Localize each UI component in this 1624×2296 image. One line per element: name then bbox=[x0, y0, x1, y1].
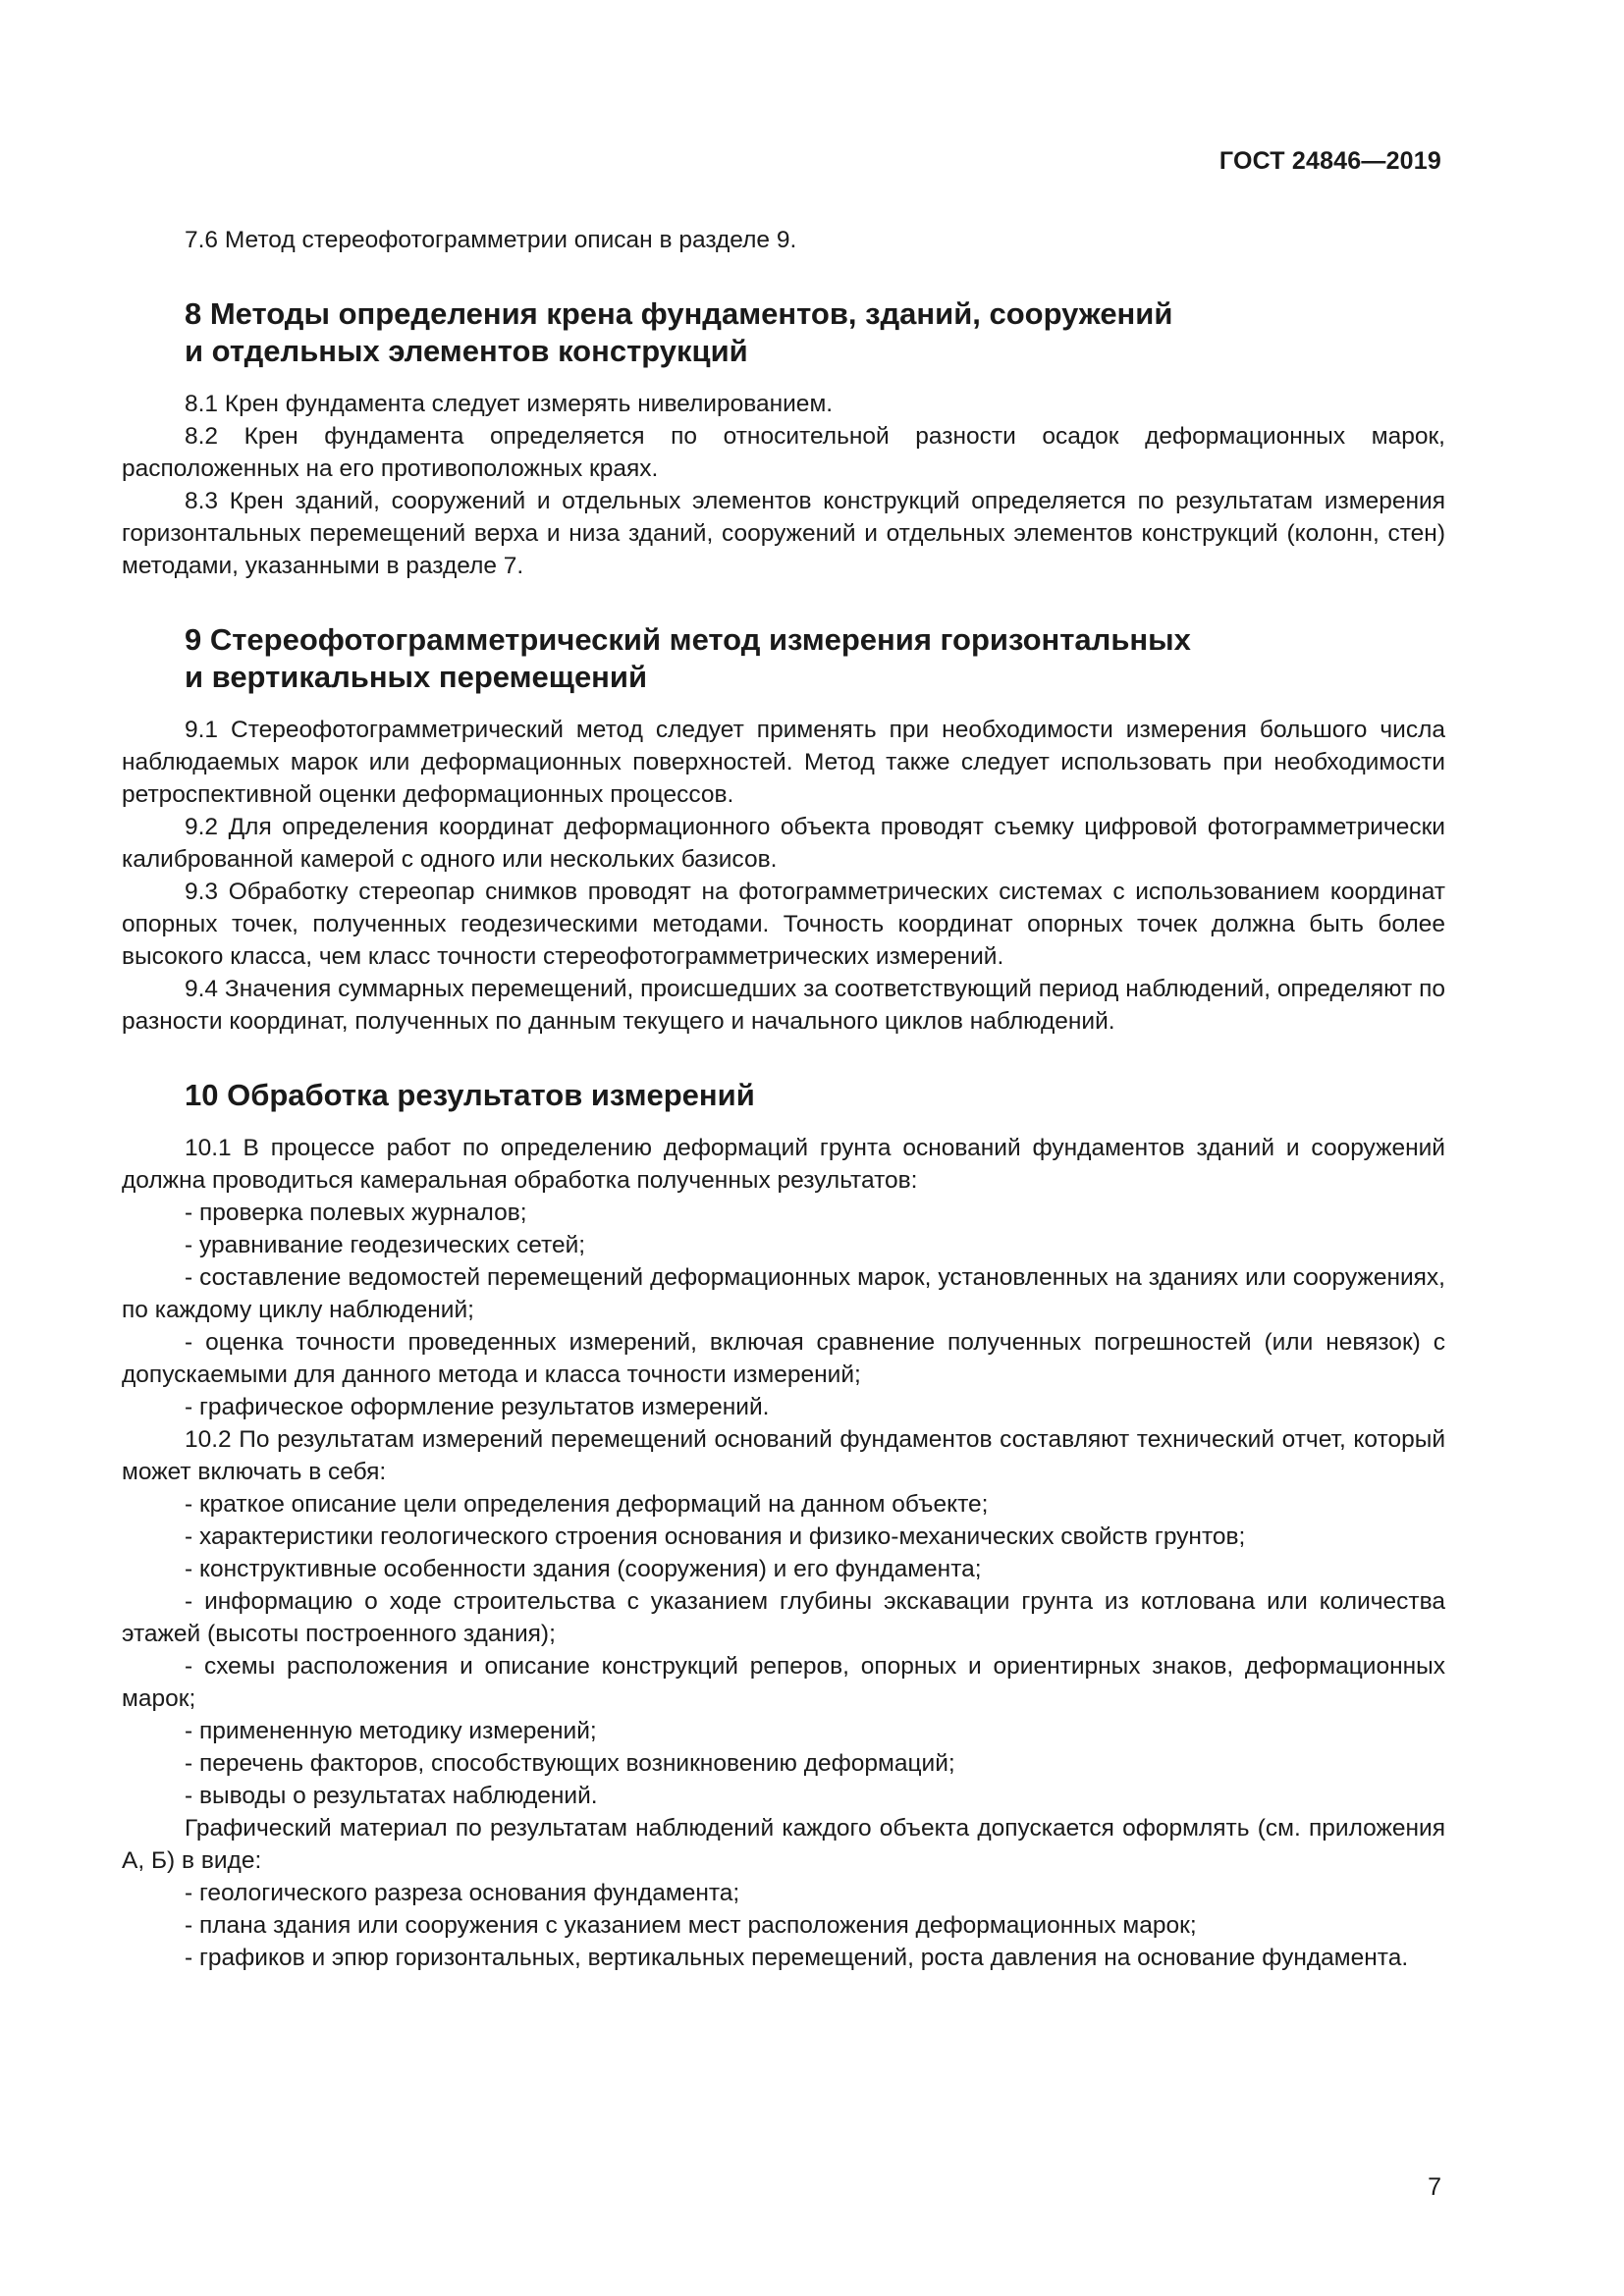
page-number: 7 bbox=[1428, 2173, 1441, 2201]
list-item: - проверка полевых журналов; bbox=[185, 1200, 527, 1226]
list-item: - информацию о ходе строительства с указанием глубины экскавации грунта из котлована или количества этажей (высоты построенного здания); bbox=[122, 1588, 1445, 1647]
paragraph-graphic-material: Графический материал по результатам наблюдений каждого объекта допускается оформлять (см. приложения А, Б) в виде: bbox=[122, 1815, 1445, 1874]
list-item: - примененную методику измерений; bbox=[185, 1718, 597, 1744]
paragraph-7-6: 7.6 Метод стереофотограмметрии описан в разделе 9. bbox=[185, 227, 797, 253]
list-item: - схемы расположения и описание конструкций реперов, опорных и ориентирных знаков, деформационных марок; bbox=[122, 1653, 1445, 1712]
section-10-heading: 10 Обработка результатов измерений bbox=[185, 1078, 755, 1112]
paragraph-10-2: 10.2 По результатам измерений перемещений оснований фундаментов составляют технический отчет, который может включать в себя: bbox=[122, 1426, 1445, 1485]
list-item: - оценка точности проведенных измерений, включая сравнение полученных погрешностей (или невязок) с допускаемыми для данного метода и класса точности измерений; bbox=[122, 1329, 1445, 1388]
list-item: - характеристики геологического строения основания и физико-механических свойств грунтов; bbox=[185, 1523, 1246, 1550]
list-item: - графическое оформление результатов измерений. bbox=[185, 1394, 770, 1420]
list-item: - краткое описание цели определения деформаций на данном объекте; bbox=[185, 1491, 989, 1518]
list-item: - уравнивание геодезических сетей; bbox=[185, 1232, 586, 1258]
paragraph-10-1: 10.1 В процессе работ по определению деформаций грунта оснований фундаментов зданий и сооружений должна проводиться камеральная обработка полученных результатов: bbox=[122, 1135, 1445, 1194]
list-item: - составление ведомостей перемещений деформационных марок, установленных на зданиях или сооружениях, по каждому циклу наблюдений; bbox=[122, 1264, 1445, 1323]
list-item: - графиков и эпюр горизонтальных, вертикальных перемещений, роста давления на основание фундамента. bbox=[185, 1945, 1409, 1971]
section-9-heading-line-2: и вертикальных перемещений bbox=[185, 660, 648, 694]
section-9-heading bbox=[122, 621, 1445, 696]
list-item: - выводы о результатах наблюдений. bbox=[185, 1783, 598, 1809]
document-id-header: ГОСТ 24846—2019 bbox=[1218, 147, 1441, 175]
section-8-heading-line-1: 8 Методы определения крена фундаментов, зданий, сооружений bbox=[185, 296, 1173, 331]
paragraph-9-2: 9.2 Для определения координат деформационного объекта проводят съемку цифровой фотограмметрически калиброванной камерой с одного или нескольких базисов. bbox=[122, 814, 1445, 873]
list-item: - перечень факторов, способствующих возникновению деформаций; bbox=[185, 1750, 955, 1777]
paragraph-8-1: 8.1 Крен фундамента следует измерять нивелированием. bbox=[185, 391, 834, 417]
paragraph-9-3: 9.3 Обработку стереопар снимков проводят на фотограмметрических системах с использованием координат опорных точек, полученных геодезическими методами. Точность координат опорных точек должна быть более высокого класса, чем класс точности стереофотограмметрических измерений. bbox=[122, 879, 1445, 970]
list-item: - плана здания или сооружения с указанием мест расположения деформационных марок; bbox=[185, 1912, 1197, 1939]
paragraph-8-3: 8.3 Крен зданий, сооружений и отдельных элементов конструкций определяется по результатам измерения горизонтальных перемещений верха и низа зданий, сооружений и отдельных элементов конструкций (колонн, стен) методами, указанными в разделе 7. bbox=[122, 488, 1445, 579]
list-item: - конструктивные особенности здания (сооружения) и его фундамента; bbox=[185, 1556, 982, 1582]
paragraph-9-4: 9.4 Значения суммарных перемещений, происшедших за соответствующий период наблюдений, определяют по разности координат, полученных по данным текущего и начального циклов наблюдений. bbox=[122, 976, 1445, 1035]
paragraph-9-1: 9.1 Стереофотограмметрический метод следует применять при необходимости измерения большого числа наблюдаемых марок или деформационных поверхностей. Метод также следует использовать при необходимости ретроспективной оценки деформационных процессов. bbox=[122, 717, 1445, 808]
paragraph-8-2: 8.2 Крен фундамента определяется по относительной разности осадок деформационных марок, расположенных на его противоположных краях. bbox=[122, 423, 1445, 482]
document-body bbox=[122, 224, 1445, 1974]
list-item: - геологического разреза основания фундамента; bbox=[185, 1880, 740, 1906]
section-8-heading bbox=[122, 295, 1445, 370]
section-9-heading-line-1: 9 Стереофотограмметрический метод измерения горизонтальных bbox=[185, 622, 1191, 657]
section-8-heading-line-2: и отдельных элементов конструкций bbox=[185, 334, 748, 368]
